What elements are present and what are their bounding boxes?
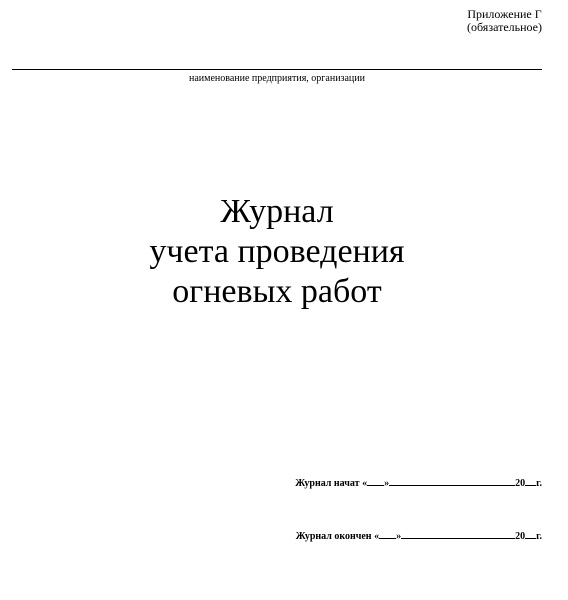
journal-started-row <box>295 476 542 490</box>
journal-started-quote-close: » <box>384 478 390 489</box>
appendix-subtitle: (обязательное) <box>467 20 542 34</box>
journal-started-year-suffix: г. <box>536 478 542 489</box>
journal-ended-year-suffix: г. <box>536 531 542 542</box>
organization-name-line <box>12 69 542 70</box>
appendix-header <box>467 8 542 34</box>
journal-ended-month-blank <box>401 529 515 539</box>
journal-ended-day-blank <box>379 529 396 539</box>
journal-started-quote-open: « <box>362 478 368 489</box>
title-line-2: учета проведения <box>149 233 405 270</box>
journal-started-day-blank <box>367 476 384 486</box>
journal-ended-label: Журнал окончен <box>295 531 372 542</box>
title-line-1: Журнал <box>220 193 334 230</box>
journal-ended-quote-close: » <box>396 531 402 542</box>
journal-started-year-blank <box>525 476 536 486</box>
journal-ended-quote-open: « <box>374 531 380 542</box>
journal-started-label: Журнал начат <box>295 478 360 489</box>
journal-ended-century: 20 <box>515 531 526 542</box>
journal-started-month-blank <box>389 476 515 486</box>
journal-ended-year-blank <box>525 529 536 539</box>
document-title <box>0 192 554 312</box>
organization-caption: наименование предприятия, организации <box>189 73 365 84</box>
appendix-title: Приложение Г <box>467 7 542 21</box>
title-line-3: огневых работ <box>172 273 382 310</box>
journal-started-century: 20 <box>515 478 526 489</box>
journal-ended-row <box>296 529 542 543</box>
